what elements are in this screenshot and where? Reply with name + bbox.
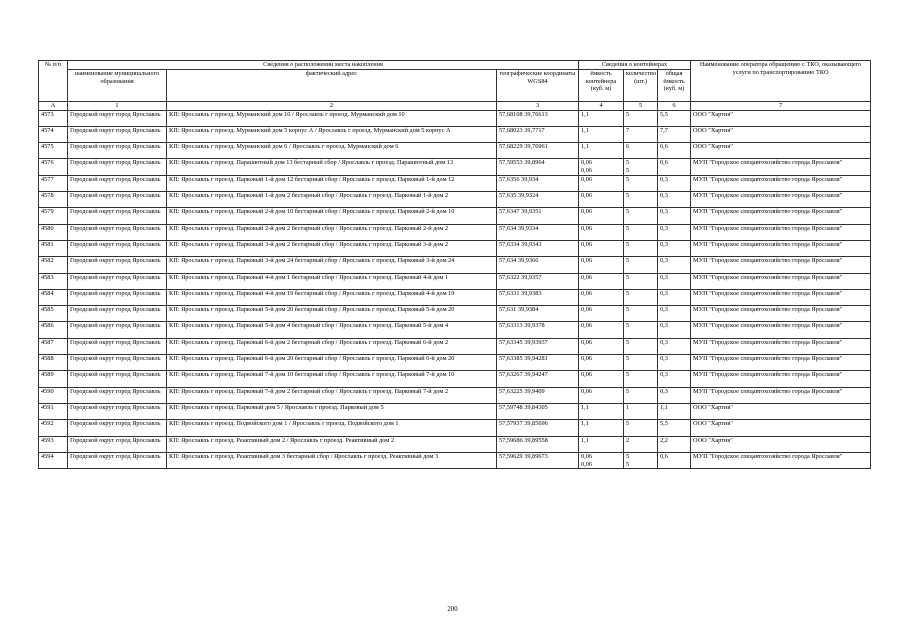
row-operator: МУП "Городское спецавтохозяйство города Ярославля"	[691, 338, 871, 354]
row-address: КП: Ярославль г проезд. Парковый 5-й дом 4 бестарный сбор / Ярославль г проезд. Парковый 5-й дом 4	[167, 322, 497, 338]
table-row	[39, 306, 871, 322]
row-capacity: 0,06	[579, 289, 624, 305]
row-municipality: Городской округ город Ярославль	[68, 371, 167, 387]
row-quantity: 5	[624, 273, 658, 289]
row-coordinates: 57,6334 39,9343	[497, 240, 579, 256]
row-total-capacity: 0,3	[658, 289, 691, 305]
row-coordinates: 57,6322 39,9357	[497, 273, 579, 289]
row-quantity: 5	[624, 192, 658, 208]
row-operator: МУП "Городское спецавтохозяйство города Ярославля"	[691, 273, 871, 289]
row-coordinates: 57,635 39,9324	[497, 192, 579, 208]
row-capacity: 0,06	[579, 371, 624, 387]
row-quantity: 5 5	[624, 452, 658, 468]
row-quantity: 5	[624, 420, 658, 436]
waste-sites-table	[38, 60, 871, 469]
header-capacity: ёмкость контейнера (куб. м)	[579, 70, 624, 102]
row-municipality: Городской округ город Ярославль	[68, 452, 167, 468]
header-municipality: наименование муниципального образования	[68, 70, 167, 102]
row-total-capacity: 6,6	[658, 143, 691, 159]
row-municipality: Городской округ город Ярославль	[68, 192, 167, 208]
row-address: КП: Ярославль г проезд. Мурманский дом 6 / Ярославль г проезд. Мурманский дом 6	[167, 143, 497, 159]
row-capacity: 1,1	[579, 143, 624, 159]
row-total-capacity: 0,3	[658, 192, 691, 208]
row-operator: МУП "Городское спецавтохозяйство города Ярославля"	[691, 452, 871, 468]
row-municipality: Городской округ город Ярославль	[68, 273, 167, 289]
row-operator: МУП "Городское спецавтохозяйство города Ярославля"	[691, 175, 871, 191]
row-coordinates: 57,634 39,9366	[497, 257, 579, 273]
table-row	[39, 126, 871, 142]
row-operator: ООО "Хартия"	[691, 420, 871, 436]
row-quantity: 5	[624, 322, 658, 338]
header-quantity: количество (шт.)	[624, 70, 658, 102]
table-row	[39, 208, 871, 224]
row-total-capacity: 0,3	[658, 224, 691, 240]
row-coordinates: 57,63267 39,94247	[497, 371, 579, 387]
row-capacity: 1,1	[579, 110, 624, 126]
row-number: 4577	[39, 175, 68, 191]
row-address: КП: Ярославль г проезд. Парковый 1-й дом 12 бестарный сбор / Ярославль г проезд. Парковый 1-й дом 12	[167, 175, 497, 191]
header-address: фактический адрес	[167, 70, 497, 102]
row-capacity: 0,06	[579, 355, 624, 371]
row-total-capacity: 0,3	[658, 371, 691, 387]
row-operator: МУП "Городское спецавтохозяйство города Ярославля"	[691, 208, 871, 224]
row-total-capacity: 0,6	[658, 452, 691, 468]
row-number: 4586	[39, 322, 68, 338]
row-operator: МУП "Городское спецавтохозяйство города Ярославля"	[691, 159, 871, 175]
row-total-capacity: 0,3	[658, 257, 691, 273]
row-address: КП: Ярославль г проезд. Парковый 4-й дом 19 бестарный сбор / Ярославль г проезд. Парковый 4-й дом 19	[167, 289, 497, 305]
row-municipality: Городской округ город Ярославль	[68, 159, 167, 175]
table-row	[39, 436, 871, 452]
row-quantity: 7	[624, 126, 658, 142]
row-coordinates: 57,63385 39,94281	[497, 355, 579, 371]
row-operator: МУП "Городское спецавтохозяйство города Ярославля"	[691, 289, 871, 305]
row-quantity: 5	[624, 355, 658, 371]
colnum-1: 1	[68, 102, 167, 111]
row-operator: ООО "Хартия"	[691, 436, 871, 452]
row-coordinates: 57,6356 39,934	[497, 175, 579, 191]
row-capacity: 0,06	[579, 175, 624, 191]
row-capacity: 1,1	[579, 126, 624, 142]
row-total-capacity: 5,5	[658, 420, 691, 436]
row-address: КП: Ярославль г проезд. Реактивный дом 3 бестарный сбор / Ярославль г проезд. Реактивный дом 3	[167, 452, 497, 468]
row-address: КП: Ярославль г проезд. Парковый 6-й дом 2 бестарный сбор / Ярославль г проезд. Парковый 6-й дом 2	[167, 338, 497, 354]
row-operator: МУП "Городское спецавтохозяйство города Ярославля"	[691, 355, 871, 371]
row-number: 4583	[39, 273, 68, 289]
row-municipality: Городской округ город Ярославль	[68, 420, 167, 436]
row-municipality: Городской округ город Ярославль	[68, 436, 167, 452]
table-row	[39, 175, 871, 191]
row-capacity: 1,1	[579, 403, 624, 419]
row-number: 4576	[39, 159, 68, 175]
colnum-3: 3	[497, 102, 579, 111]
header-coords: географические координаты WGS84	[497, 70, 579, 102]
row-coordinates: 57,6331 39,9383	[497, 289, 579, 305]
row-capacity: 0,06 0,06	[579, 452, 624, 468]
row-address: КП: Ярославль г проезд. Парковый 6-й дом 20 бестарный сбор / Ярославль г проезд. Парковый 6-й дом 20	[167, 355, 497, 371]
row-capacity: 1,1	[579, 436, 624, 452]
row-number: 4574	[39, 126, 68, 142]
row-number: 4580	[39, 224, 68, 240]
row-capacity: 0,06 0,06	[579, 159, 624, 175]
colnum-5: 5	[624, 102, 658, 111]
row-number: 4590	[39, 387, 68, 403]
row-total-capacity: 0,3	[658, 175, 691, 191]
row-total-capacity: 0,3	[658, 338, 691, 354]
row-address: КП: Ярославль г проезд. Мурманский дом 10 / Ярославль г проезд. Мурманский дом 10	[167, 110, 497, 126]
row-quantity: 5	[624, 208, 658, 224]
row-number: 4575	[39, 143, 68, 159]
row-municipality: Городской округ город Ярославль	[68, 240, 167, 256]
row-municipality: Городской округ город Ярославль	[68, 387, 167, 403]
row-capacity: 1,1	[579, 420, 624, 436]
table-row	[39, 338, 871, 354]
row-address: КП: Ярославль г проезд. Реактивный дом 2 / Ярославль г проезд. Реактивный дом 2	[167, 436, 497, 452]
table-row	[39, 224, 871, 240]
row-coordinates: 57,634 39,9334	[497, 224, 579, 240]
row-operator: МУП "Городское спецавтохозяйство города Ярославля"	[691, 192, 871, 208]
row-quantity: 5	[624, 240, 658, 256]
row-address: КП: Ярославль г проезд. Парковый 1-й дом 2 бестарный сбор / Ярославль г проезд. Парковый 1-й дом 2	[167, 192, 497, 208]
row-quantity: 5 5	[624, 159, 658, 175]
row-capacity: 0,06	[579, 257, 624, 273]
row-address: КП: Ярославль г проезд. Парковый 7-й дом 2 бестарный сбор / Ярославль г проезд. Парковый 7-й дом 2	[167, 387, 497, 403]
row-total-capacity: 0,6	[658, 159, 691, 175]
table-row	[39, 420, 871, 436]
row-operator: МУП "Городское спецавтохозяйство города Ярославля"	[691, 322, 871, 338]
row-total-capacity: 2,2	[658, 436, 691, 452]
row-municipality: Городской округ город Ярославль	[68, 355, 167, 371]
colnum-4: 4	[579, 102, 624, 111]
row-total-capacity: 0,3	[658, 240, 691, 256]
row-coordinates: 57,63225 39,9409	[497, 387, 579, 403]
row-number: 4585	[39, 306, 68, 322]
row-coordinates: 57,57937 39,85696	[497, 420, 579, 436]
row-number: 4592	[39, 420, 68, 436]
table-row	[39, 143, 871, 159]
row-address: КП: Ярославль г проезд. Парковый дом 5 / Ярославль г проезд. Парковый дом 5	[167, 403, 497, 419]
row-municipality: Городской округ город Ярославль	[68, 224, 167, 240]
row-operator: ООО "Хартия"	[691, 143, 871, 159]
row-coordinates: 57,68023 39,7717	[497, 126, 579, 142]
row-coordinates: 57,68108 39,76613	[497, 110, 579, 126]
row-operator: МУП "Городское спецавтохозяйство города Ярославля"	[691, 387, 871, 403]
page-number: 200	[447, 606, 458, 613]
row-coordinates: 57,63313 39,9378	[497, 322, 579, 338]
table-row	[39, 289, 871, 305]
header-containers-group: Сведения о контейнерах	[579, 61, 691, 70]
row-total-capacity: 0,3	[658, 387, 691, 403]
row-operator: МУП "Городское спецавтохозяйство города Ярославля"	[691, 371, 871, 387]
row-address: КП: Ярославль г проезд. Мурманский дом 5 корпус А / Ярославль г проезд. Мурманский дом 5 корпус А	[167, 126, 497, 142]
row-municipality: Городской округ город Ярославль	[68, 338, 167, 354]
row-address: КП: Ярославль г проезд. Парковый 4-й дом 1 бестарный сбор / Ярославль г проезд. Парковый 4-й дом 1	[167, 273, 497, 289]
row-number: 4582	[39, 257, 68, 273]
row-number: 4591	[39, 403, 68, 419]
table-row	[39, 371, 871, 387]
row-operator: МУП "Городское спецавтохозяйство города Ярославля"	[691, 306, 871, 322]
header-location-group: Сведения о расположении места накопления	[68, 61, 579, 70]
header-num: № п/п	[39, 61, 68, 102]
row-quantity: 5	[624, 387, 658, 403]
table-row	[39, 355, 871, 371]
header-operator: Наименование оператора обращению с ТКО, оказывающего услуги по транспортированию ТКО	[691, 61, 871, 102]
row-municipality: Городской округ город Ярославль	[68, 257, 167, 273]
row-municipality: Городской округ город Ярославль	[68, 322, 167, 338]
row-municipality: Городской округ город Ярославль	[68, 306, 167, 322]
row-operator: ООО "Хартия"	[691, 110, 871, 126]
row-capacity: 0,06	[579, 306, 624, 322]
row-capacity: 0,06	[579, 192, 624, 208]
table-row	[39, 159, 871, 175]
row-quantity: 5	[624, 371, 658, 387]
row-municipality: Городской округ город Ярославль	[68, 126, 167, 142]
row-number: 4581	[39, 240, 68, 256]
row-address: КП: Ярославль г проезд. Парковый 3-й дом 24 бестарный сбор / Ярославль г проезд. Парковый 3-й дом 24	[167, 257, 497, 273]
row-quantity: 5	[624, 338, 658, 354]
document-sheet	[38, 60, 870, 469]
table-row	[39, 452, 871, 468]
row-coordinates: 57,59686 39,89558	[497, 436, 579, 452]
row-capacity: 0,06	[579, 240, 624, 256]
row-coordinates: 57,6347 39,9351	[497, 208, 579, 224]
row-quantity: 5	[624, 224, 658, 240]
table-body	[39, 110, 871, 469]
table-row	[39, 240, 871, 256]
row-quantity: 5	[624, 110, 658, 126]
row-address: КП: Ярославль г проезд. Парковый 2-й дом 2 бестарный сбор / Ярославль г проезд. Парковый 2-й дом 2	[167, 224, 497, 240]
table-row	[39, 257, 871, 273]
colnum-a: А	[39, 102, 68, 111]
row-number: 4589	[39, 371, 68, 387]
row-address: КП: Ярославль г проезд. Парковый 7-й дом 10 бестарный сбор / Ярославль г проезд. Парковый 7-й дом 10	[167, 371, 497, 387]
row-operator: ООО "Хартия"	[691, 403, 871, 419]
row-number: 4573	[39, 110, 68, 126]
header-total: общая ёмкость (куб. м)	[658, 70, 691, 102]
table-row	[39, 273, 871, 289]
row-coordinates: 57,59553 39,8964	[497, 159, 579, 175]
row-municipality: Городской округ город Ярославль	[68, 175, 167, 191]
colnum-6: 6	[658, 102, 691, 111]
row-quantity: 1	[624, 403, 658, 419]
row-number: 4578	[39, 192, 68, 208]
row-address: КП: Ярославль г проезд. Парковый 2-й дом 10 бестарный сбор / Ярославль г проезд. Парковый 2-й дом 10	[167, 208, 497, 224]
row-operator: ООО "Хартия"	[691, 126, 871, 142]
row-coordinates: 57,59748 39,84305	[497, 403, 579, 419]
table-row	[39, 322, 871, 338]
table-row	[39, 192, 871, 208]
row-municipality: Городской округ город Ярославль	[68, 110, 167, 126]
row-address: КП: Ярославль г проезд. Парковый 3-й дом 2 бестарный сбор / Ярославль г проезд. Парковый 3-й дом 2	[167, 240, 497, 256]
row-coordinates: 57,63345 39,93937	[497, 338, 579, 354]
row-capacity: 0,06	[579, 224, 624, 240]
row-municipality: Городской округ город Ярославль	[68, 143, 167, 159]
row-total-capacity: 0,3	[658, 208, 691, 224]
row-capacity: 0,06	[579, 273, 624, 289]
table-header	[39, 61, 871, 111]
row-operator: МУП "Городское спецавтохозяйство города Ярославля"	[691, 257, 871, 273]
row-quantity: 2	[624, 436, 658, 452]
row-address: КП: Ярославль г проезд. Подвойского дом 1 / Ярославль г проезд. Подвойского дом 1	[167, 420, 497, 436]
row-quantity: 5	[624, 289, 658, 305]
row-number: 4588	[39, 355, 68, 371]
row-total-capacity: 0,3	[658, 355, 691, 371]
row-number: 4579	[39, 208, 68, 224]
row-capacity: 0,06	[579, 387, 624, 403]
row-quantity: 5	[624, 175, 658, 191]
table-row	[39, 403, 871, 419]
colnum-2: 2	[167, 102, 497, 111]
row-operator: МУП "Городское спецавтохозяйство города Ярославля"	[691, 240, 871, 256]
row-operator: МУП "Городское спецавтохозяйство города Ярославля"	[691, 224, 871, 240]
row-municipality: Городской округ город Ярославль	[68, 208, 167, 224]
row-municipality: Городской округ город Ярославль	[68, 403, 167, 419]
row-number: 4584	[39, 289, 68, 305]
row-quantity: 5	[624, 306, 658, 322]
row-total-capacity: 0,3	[658, 273, 691, 289]
row-coordinates: 57,68229 39,76961	[497, 143, 579, 159]
row-coordinates: 57,631 39,9384	[497, 306, 579, 322]
row-municipality: Городской округ город Ярославль	[68, 289, 167, 305]
row-quantity: 5	[624, 257, 658, 273]
row-capacity: 0,06	[579, 322, 624, 338]
row-quantity: 6	[624, 143, 658, 159]
row-coordinates: 57,59629 39,89673	[497, 452, 579, 468]
row-total-capacity: 7,7	[658, 126, 691, 142]
row-total-capacity: 1,1	[658, 403, 691, 419]
row-number: 4593	[39, 436, 68, 452]
row-total-capacity: 0,3	[658, 306, 691, 322]
row-total-capacity: 0,3	[658, 322, 691, 338]
row-number: 4587	[39, 338, 68, 354]
row-address: КП: Ярославль г проезд. Парковый 5-й дом 20 бестарный сбор / Ярославль г проезд. Парковый 5-й дом 20	[167, 306, 497, 322]
row-total-capacity: 5,5	[658, 110, 691, 126]
table-row	[39, 387, 871, 403]
row-number: 4594	[39, 452, 68, 468]
table-row	[39, 110, 871, 126]
row-address: КП: Ярославль г проезд. Парашютный дом 13 бестарный сбор / Ярославль г проезд. Парашютный дом 13	[167, 159, 497, 175]
colnum-7: 7	[691, 102, 871, 111]
row-capacity: 0,06	[579, 338, 624, 354]
row-capacity: 0,06	[579, 208, 624, 224]
